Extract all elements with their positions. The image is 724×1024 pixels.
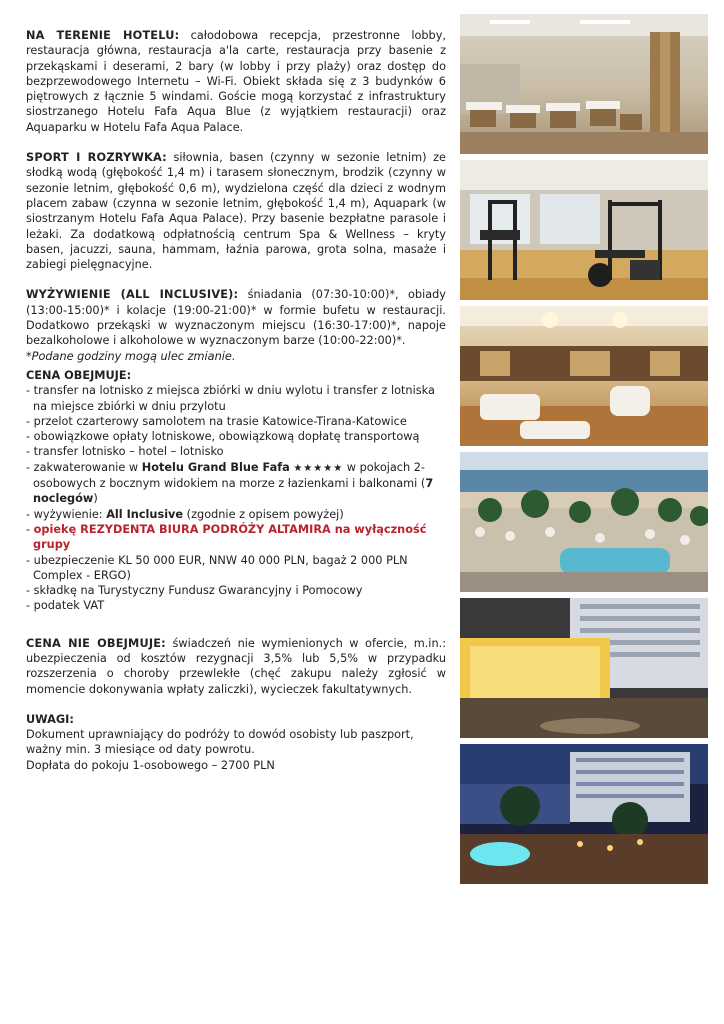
board-note: *Podane godziny mogą ulec zmianie. — [26, 349, 236, 363]
included-item: - przelot czarterowy samolotem na trasie Katowice-Tirana-Katowice — [26, 414, 407, 428]
included-item-board: - wyżywienie: All Inclusive (zgodnie z opisem powyżej) — [26, 507, 344, 521]
included-item-accommodation: - zakwaterowanie w Hotelu Grand Blue Fafa ★★★★★ w pokojach 2-osobowych z bocznym widokiem na morze z łazienkami i balkonami (7 noclegów) — [26, 460, 434, 506]
photo-lobby — [460, 306, 708, 446]
rep-highlight: opiekę REZYDENTA BIURA PODRÓŻY ALTAMIRA na wyłączność grupy — [33, 522, 427, 552]
offer-text-column — [26, 28, 446, 788]
photo-night-view — [460, 744, 708, 884]
notes-line: Dopłata do pokoju 1-osobowego – 2700 PLN — [26, 758, 275, 772]
included-heading: CENA OBEJMUJE: — [26, 368, 132, 382]
included-item: - ubezpieczenie KL 50 000 EUR, NNW 40 000 PLN, bagaż 2 000 PLN Complex - ERGO) — [26, 553, 408, 582]
notes-heading: UWAGI: — [26, 712, 74, 726]
included-item: - transfer na lotnisko z miejsca zbiórki w dniu wylotu i transfer z lotniska na miejsce zbiórki w dniu przylotu — [26, 384, 435, 413]
photo-beach-pool — [460, 452, 708, 592]
photo-gym — [460, 160, 708, 300]
on-site-heading: NA TERENIE HOTELU: — [26, 29, 180, 42]
included-list — [26, 383, 446, 613]
star-rating: ★★★★★ — [293, 462, 344, 474]
included-item: - podatek VAT — [26, 599, 105, 613]
section-included — [26, 368, 446, 614]
section-not-included — [26, 636, 446, 697]
included-item: - obowiązkowe opłaty lotniskowe, obowiązkową dopłatę transportową — [26, 430, 420, 444]
included-item: - transfer lotnisko – hotel – lotnisko — [26, 445, 224, 459]
board-type: All Inclusive — [106, 507, 184, 521]
sport-text: siłownia, basen (czynny w sezonie letnim) ze słodką wodą (głębokość 1,4 m) i tarasem słonecznym, brodzik (czynny w sezonie letnim, głębokość 0,6 m), wydzielona część dla dzieci z wodnym placem zabaw (czynna w sezonie letnim, głębokość 1,4 m), Aquapark (w siostrzanym Hotelu Fafa Aqua Palace). Przy basenie bezpłatne parasole i leżaki. Za dodatkową odpłatnością centrum Spa & Wellness – kryty basen, jacuzzi, sauna, hammam, łaźnia parowa, grota solna, masaże i zabiegi pielęgnacyjne. — [26, 151, 446, 272]
not-included-text: świadczeń nie wymienionych w ofercie, m.in.: ubezpieczenia od kosztów rezygnacji 3,5% lub 5,5% w przypadku rozszerzenia o choroby przewlekłe (chęć zakupu należy zgłosić w momencie dokonywania wpłaty zaliczki), wycieczek fakultatywnych. — [26, 636, 446, 696]
sport-heading: SPORT I ROZRYWKA: — [26, 151, 167, 165]
photo-terrace-evening — [460, 598, 708, 738]
board-heading: WYŻYWIENIE (ALL INCLUSIVE): — [26, 288, 239, 302]
included-item-rep: - opiekę REZYDENTA BIURA PODRÓŻY ALTAMIRA na wyłączność grupy — [26, 522, 427, 552]
on-site-text: całodobowa recepcja, przestronne lobby, restauracja główna, restauracja a'la carte, restauracja przy basenie z przekąskami i deserami, 2 bary (w lobby i przy plaży) oraz dostęp do bezprzewodowego Internetu – Wi-Fi. Obiekt składa się z 3 budynków 6 piętrowych z łącznie 5 windami. Goście mogą korzystać z infrastruktury siostrzanego Hotelu Fafa Aqua Blue (z wyjątkiem restauracji) oraz Aquaparku w Hotelu Fafa Aqua Palace. — [26, 29, 446, 134]
photo-restaurant — [460, 14, 708, 154]
included-item: - składkę na Turystyczny Fundusz Gwarancyjny i Pomocowy — [26, 584, 363, 598]
section-on-site — [26, 28, 446, 135]
board-text: śniadania (07:30-10:00)*, obiady (13:00-15:00)* i kolacje (19:00-21:00)* w formie bufetu w restauracji. Dodatkowo przekąski w wyznaczonym miejscu (16:30-17:00)*, napoje bezalkoholowe i alkoholowe w wyznaczonym barze (10:00-22:00)*. — [26, 288, 446, 348]
hotel-name: Hotelu Grand Blue Fafa — [141, 460, 290, 474]
section-board — [26, 287, 446, 363]
section-notes — [26, 712, 446, 773]
notes-line: Dokument uprawniający do podróży to dowód osobisty lub paszport, ważny min. 3 miesiące od daty powrotu. — [26, 728, 414, 757]
section-sport — [26, 150, 446, 272]
not-included-heading: CENA NIE OBEJMUJE: — [26, 636, 166, 650]
nights-count: 7 noclegów — [33, 477, 434, 506]
photo-column — [460, 14, 708, 890]
